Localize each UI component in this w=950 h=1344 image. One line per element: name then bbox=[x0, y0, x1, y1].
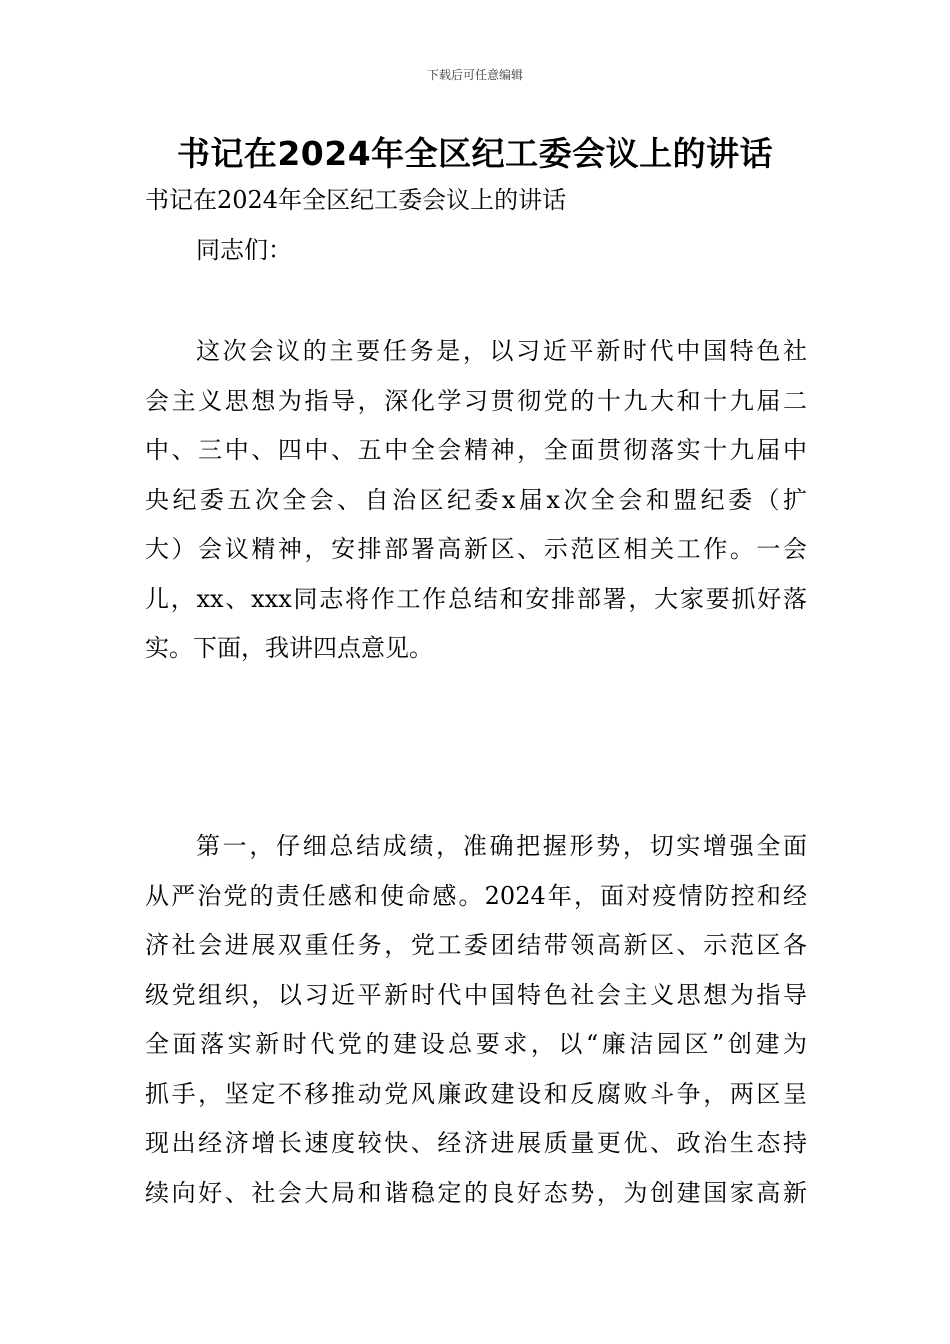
paragraph-line: 大）会议精神，安排部署高新区、示范区相关工作。一会 bbox=[145, 535, 807, 563]
paragraph-first-point bbox=[145, 822, 807, 1218]
paragraph-line: 儿，xx、xxx同志将作工作总结和安排部署，大家要抓好落 bbox=[145, 584, 807, 613]
paragraph-intro bbox=[145, 327, 807, 674]
paragraph-line: 抓手，坚定不移推动党风廉政建设和反腐败斗争，两区呈 bbox=[145, 1079, 807, 1108]
header-note: 下载后可任意编辑 bbox=[426, 68, 523, 82]
paragraph-line: 从严治党的责任感和使命感。2024年，面对疫情防控和经 bbox=[145, 881, 807, 910]
paragraph-line: 现出经济增长速度较快、经济进展质量更优、政治生态持 bbox=[145, 1129, 807, 1157]
paragraph-line: 全面落实新时代党的建设总要求，以“廉洁园区”创建为 bbox=[145, 1030, 807, 1058]
paragraph-line: 级党组织，以习近平新时代中国特色社会主义思想为指导 bbox=[145, 980, 807, 1009]
paragraph-line: 实。下面，我讲四点意见。 bbox=[145, 634, 433, 662]
document-title: 书记在2024年全区纪工委会议上的讲话 bbox=[176, 134, 774, 173]
paragraph-line: 这次会议的主要任务是，以习近平新时代中国特色社 bbox=[196, 337, 807, 365]
paragraph-line: 中、三中、四中、五中全会精神，全面贯彻落实十九届中 bbox=[145, 436, 807, 464]
paragraph-line: 济社会进展双重任务，党工委团结带领高新区、示范区各 bbox=[145, 931, 807, 959]
paragraph-line: 央纪委五次全会、自治区纪委x届x次全会和盟纪委（扩 bbox=[145, 485, 807, 514]
document-subtitle: 书记在2024年全区纪工委会议上的讲话 bbox=[145, 186, 567, 214]
salutation: 同志们： bbox=[196, 236, 292, 264]
paragraph-line: 第一，仔细总结成绩，准确把握形势，切实增强全面 bbox=[196, 832, 807, 860]
paragraph-line: 续向好、社会大局和谐稳定的良好态势，为创建国家高新 bbox=[145, 1178, 807, 1207]
paragraph-line: 会主义思想为指导，深化学习贯彻党的十九大和十九届二 bbox=[145, 386, 807, 415]
